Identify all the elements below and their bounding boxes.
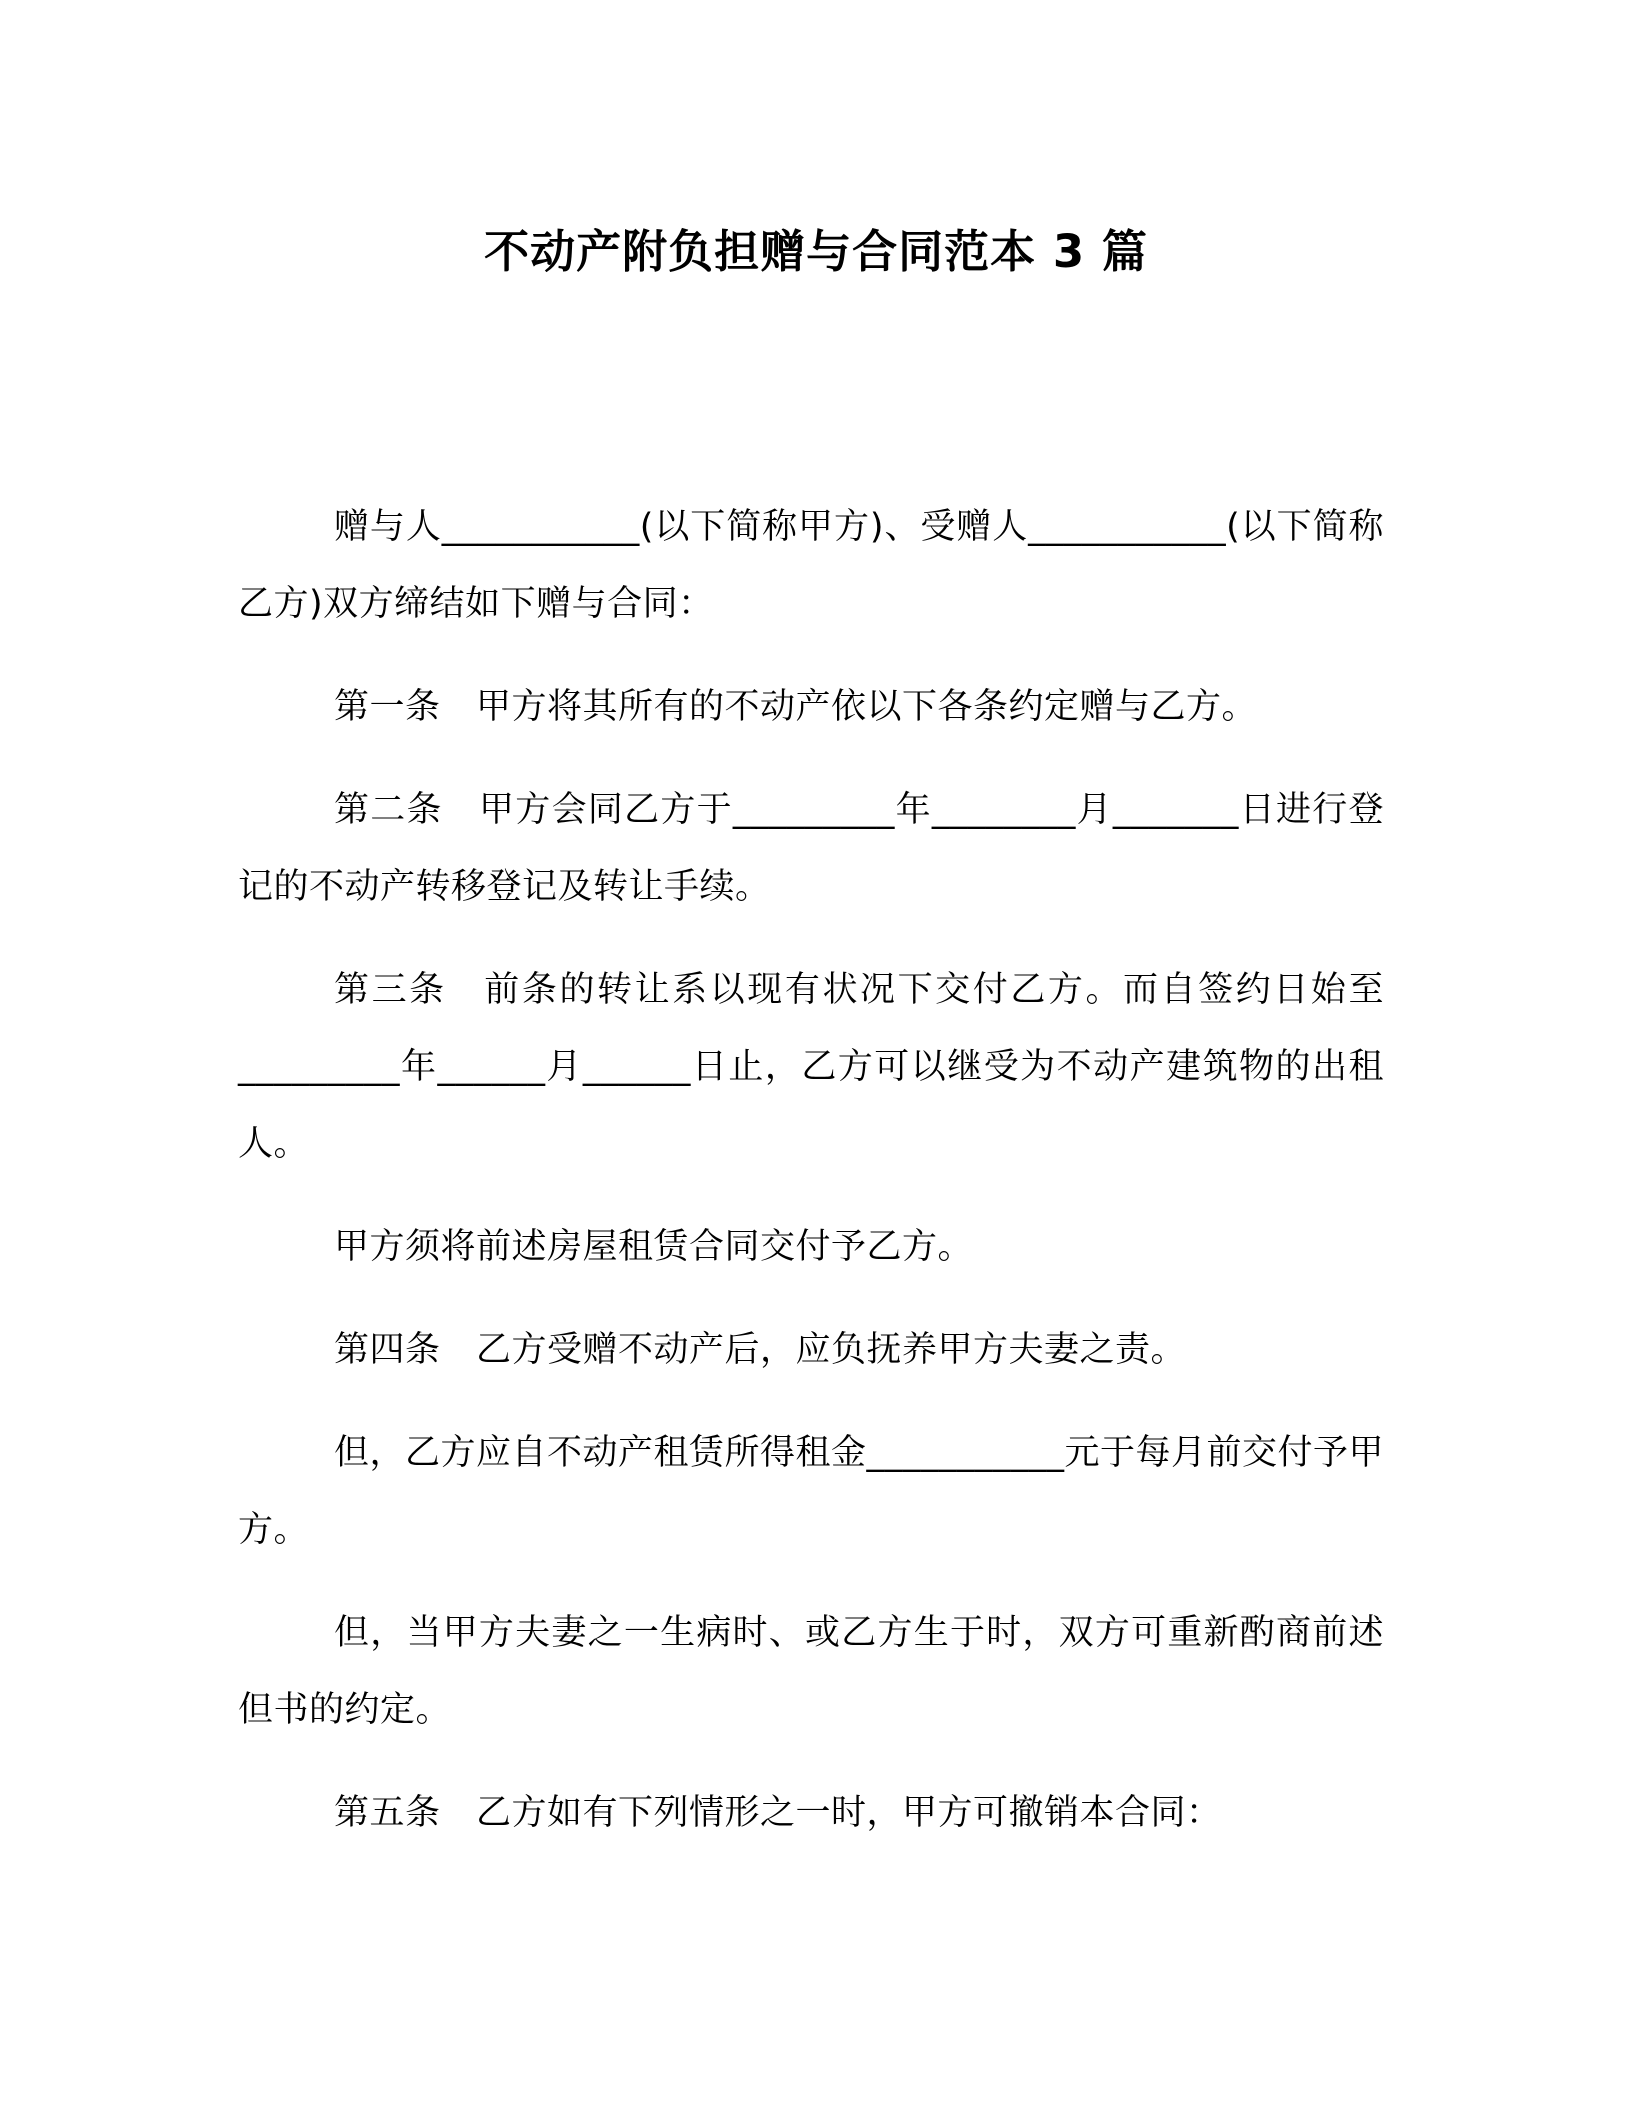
document-title: 不动产附负担赠与合同范本 3 篇 xyxy=(484,225,1148,278)
paragraph-article-3: 第三条 前条的转让系以现有状况下交付乙方。而自签约日始至_________年______月______日止，乙方可以继受为不动产建筑物的出租人。 xyxy=(238,970,1384,1164)
paragraph-article-5: 第五条 乙方如有下列情形之一时，甲方可撤销本合同： xyxy=(334,1793,1222,1833)
paragraph-lease-handover: 甲方须将前述房屋租赁合同交付予乙方。 xyxy=(334,1227,974,1267)
paragraph-article-1: 第一条 甲方将其所有的不动产依以下各条约定赠与乙方。 xyxy=(334,687,1258,727)
paragraph-rent-proviso: 但，乙方应自不动产租赁所得租金___________元于每月前交付予甲方。 xyxy=(238,1433,1385,1550)
paragraph-parties: 赠与人___________(以下简称甲方)、受赠人___________(以下简称乙方)双方缔结如下赠与合同： xyxy=(238,507,1384,624)
document-body xyxy=(238,489,1384,1878)
paragraph-renegotiation-proviso: 但，当甲方夫妻之一生病时、或乙方生于时，双方可重新酌商前述但书的约定。 xyxy=(238,1613,1384,1730)
paragraph-article-2: 第二条 甲方会同乙方于_________年________月_______日进行登记的不动产转移登记及转让手续。 xyxy=(238,790,1384,907)
paragraph-article-4: 第四条 乙方受赠不动产后，应负抚养甲方夫妻之责。 xyxy=(334,1330,1187,1370)
